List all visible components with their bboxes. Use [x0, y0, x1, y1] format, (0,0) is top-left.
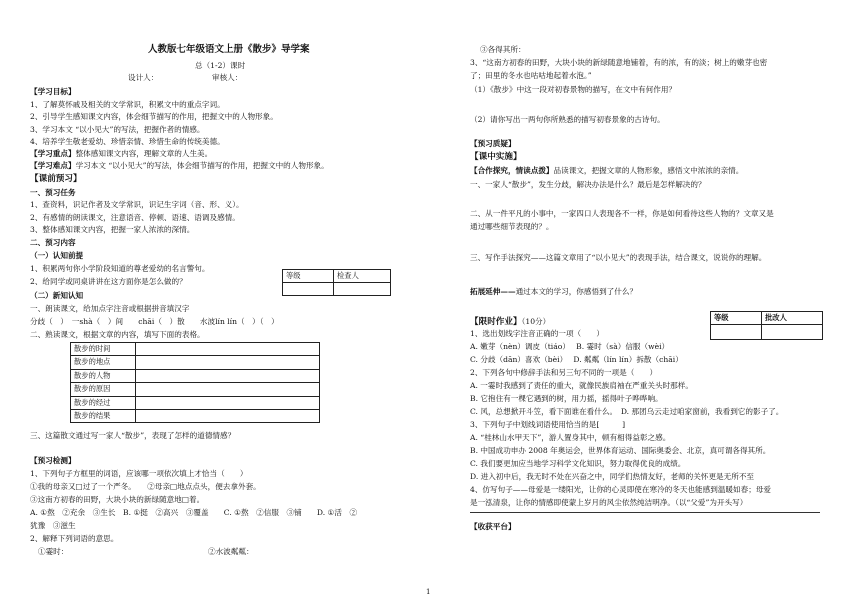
limit-option: A. “桂林山水甲天下”，游人置身其中，顿有相得益彰之感。 — [470, 433, 671, 442]
preview-heading: 【课前预习】 — [30, 174, 82, 184]
harvest-heading: 【收获平台】 — [470, 522, 516, 531]
checker-cell[interactable] — [334, 283, 391, 296]
limit-question-1: 1、选出划线字注音正确的一项（ ） — [470, 329, 604, 338]
goal-item: 1、了解莫怀戚及相关的文学常识，积累文中的重点字词。 — [30, 100, 225, 109]
pinyin-line: 分歧（ ） 一shà（ ）间 chāi（ ）散 水波lín lín（ ）（ ） — [30, 317, 279, 326]
check-question-2: 2、解释下列词语的意思。 — [30, 534, 119, 543]
table-cell-label: 散步的结果 — [71, 410, 136, 423]
difficulty-point — [30, 160, 329, 172]
question-3-sub1: （1）《散步》中这一段对初春景物的描写，在文中有何作用？ — [470, 85, 677, 94]
limit-option: B. 它抱住有一棵它遇到的树，用力摇，摇得叶子哗哗响。 — [470, 394, 663, 403]
question-3-sub2: （2）请你写出一两句你所熟悉的描写初春景象的古诗句。 — [470, 115, 665, 124]
walk-table — [70, 342, 320, 423]
goal-item: 3、学习本文 “以小见大”的写法，把握作者的情感。 — [30, 125, 205, 134]
explore-question-1: 一、一家人“散步”，发生分歧，解决办法是什么？最后是怎样解决的？ — [470, 180, 706, 189]
new-heading: （二）新知认知 — [30, 291, 84, 300]
key-point — [30, 148, 212, 160]
corrector-cell[interactable] — [762, 325, 823, 340]
preview-grade-table — [282, 269, 391, 296]
table-row — [71, 343, 320, 356]
table-row — [71, 383, 320, 396]
known-item: 2、给同学或同桌讲讲在这方面你是怎么做的？ — [30, 277, 187, 286]
extend-line — [470, 286, 637, 298]
word-item: ③各得其所： — [480, 45, 526, 54]
doubt-heading: 【预习质疑】 — [470, 139, 516, 148]
task-item: 2、有感情的朗读课文，注意语音、停顿、语速、语调及感情。 — [30, 213, 240, 222]
explore-label: 【合作探究，情读点拨】 — [470, 166, 554, 175]
difficulty-label: 【学习难点】 — [30, 161, 76, 170]
page-number: 1 — [426, 588, 431, 596]
explore-text: 品读课文，把握文章的人物形象，感悟文中浓浓的亲情。 — [553, 166, 744, 175]
word-item: ①霎时： — [38, 547, 69, 556]
table-cell-answer[interactable] — [136, 369, 320, 382]
limit-question-4: 4、仿写句子——母爱是一缕阳光，让你的心灵即使在寒冷的冬天也能感到温暖如春；母爱 — [470, 485, 771, 494]
extend-label: 拓展延伸—— — [470, 287, 516, 296]
table-cell-label: 散步的地点 — [71, 356, 136, 369]
designer-label: 设计人： — [128, 73, 159, 82]
class-heading: 【课中实施】 — [470, 152, 522, 162]
grade-cell[interactable] — [283, 283, 334, 296]
corrector-header: 批改人 — [762, 312, 823, 325]
limit-option: C. 风，总想掀开斗笠，看下面谁在看什么。 D. 那团乌云走过咱家窗前，我看到它的影子了。 — [470, 407, 784, 416]
content-heading: 二、预习内容 — [30, 238, 76, 247]
explore-question-2-cont: 通过哪些细节表现的？。 — [470, 222, 554, 231]
table-row — [71, 396, 320, 409]
difficulty-text: 学习本文 “以小见大”的写法，体会细节描写的作用，把握文中的人物形象。 — [75, 161, 329, 170]
table-row — [71, 356, 320, 369]
new-item-3: 三、这篇散文通过写一家人“散步”，表现了怎样的道德情感？ — [30, 431, 236, 440]
explore-question-2: 二、从一件平凡的小事中，一家四口人表现各不一样，你是如何看待这些人物的？文章又是 — [470, 209, 774, 218]
table-cell-answer[interactable] — [136, 410, 320, 423]
check-options-cont: 犹豫 ③滋生 — [30, 521, 76, 530]
limit-option: D. 进入初中后，我无时不处在兴奋之中，同学们热情友好，老师的关怀更是无所不至 — [470, 472, 755, 481]
key-text: 整体感知课文内容，理解文章的人生美。 — [75, 149, 213, 158]
known-heading: （一）认知前提 — [30, 251, 84, 260]
limit-question-2: 2、下列各句中修辞手法和另三句不同的一项是（ ） — [470, 368, 658, 377]
table-cell-label: 散步的原因 — [71, 383, 136, 396]
check-sentence: ①我的母亲又□过了一个严冬。 ②母亲□地点点头，便去拿外套。 — [30, 482, 261, 491]
task-heading: 一、预习任务 — [30, 188, 76, 197]
divider — [470, 512, 820, 513]
new-item-1: 一、朗读课文，给加点字注音或根据拼音填汉字 — [30, 304, 190, 313]
question-3-text-cont: 了；田里的冬水也咕咕地起着水泡。” — [470, 71, 592, 80]
limit-option: A. 嫩芽（nèn）调皮（tiáo） B. 霎时（sà）信服（wèi） — [470, 342, 670, 351]
homework-grade-table — [710, 311, 823, 340]
limit-heading-line — [470, 316, 550, 328]
word-item: ②水波粼粼： — [208, 547, 254, 556]
limit-option: C. 我们要更加应当地学习科学文化知识，努力取得优良的成绩。 — [470, 459, 686, 468]
extend-text: 通过本文的学习，你感悟到了什么？ — [515, 287, 638, 296]
check-question-1: 1、下列句子方框里的词语，应该哪一项依次填上才恰当（ ） — [30, 469, 248, 478]
limit-heading: 【限时作业】 — [470, 317, 522, 327]
reviewer-label: 审核人： — [212, 73, 243, 82]
explore-line — [470, 165, 743, 177]
document-title: 人教版七年级语文上册《散步》导学案 — [148, 44, 310, 55]
table-cell-label: 散步的时间 — [71, 343, 136, 356]
table-cell-answer[interactable] — [136, 396, 320, 409]
limit-option: C. 分歧（dān）喜欢（bèi） D. 粼粼（lín lín）拆散（chāi） — [470, 355, 683, 364]
limit-question-3: 3、下列句子中划线词语使用恰当的是[ ] — [470, 420, 626, 429]
table-row — [71, 369, 320, 382]
table-cell-answer[interactable] — [136, 356, 320, 369]
session-count: 总（1-2）课时 — [195, 61, 246, 70]
table-cell-answer[interactable] — [136, 343, 320, 356]
grade-header: 等级 — [711, 312, 762, 325]
goals-heading: 【学习目标】 — [30, 87, 76, 96]
goal-item: 4、培养学生敬老爱幼、珍惜亲情、珍惜生命的传统美德。 — [30, 137, 225, 146]
table-cell-label: 散步的人物 — [71, 369, 136, 382]
goal-item: 2、引导学生感知课文内容，体会细节描写的作用，把握文中的人物形象。 — [30, 112, 278, 121]
check-heading: 【预习检测】 — [30, 456, 76, 465]
known-item: 1、积累两句你小学阶段知道的尊老爱幼的名言警句。 — [30, 264, 210, 273]
limit-score: （10分） — [521, 317, 551, 326]
limit-option: B. 中国成功申办 2008 年奥运会，世界体育运动、国际奥委会、北京，真可谓各得其所。 — [470, 446, 771, 455]
table-cell-answer[interactable] — [136, 383, 320, 396]
limit-question-4-cont: 是一泓清泉，让你的情感即使蒙上岁月的风尘依然纯洁明净。（以“父爱”为开头写） — [470, 498, 748, 507]
grade-header: 等级 — [283, 270, 334, 283]
question-3-text: 3、“这南方初春的田野，大块小块的新绿随意地铺着，有的浓，有的淡；树上的嫩芽也密 — [470, 58, 768, 67]
check-options: A. ①熬 ②充余 ③生长 B. ①挺 ②高兴 ③覆盖 C. ①熬 ②信服 ③铺 D. ①活 ② — [30, 508, 358, 517]
grade-cell[interactable] — [711, 325, 762, 340]
key-label: 【学习重点】 — [30, 149, 76, 158]
checker-header: 检查人 — [334, 270, 391, 283]
task-item: 1、查资料，识记作者及文学常识，识记生字词（音、形、义）。 — [30, 200, 244, 209]
new-item-2: 二、熟读课文，根据文章的内容，填写下面的表格。 — [30, 330, 205, 339]
limit-option: A. 一霎时我感到了责任的重大，就像民族肩袖在严重关头时那样。 — [470, 381, 693, 390]
explore-question-3: 三、写作手法探究——这篇文章用了“以小见大”的表现手法，结合课文，说说你的理解。 — [470, 253, 767, 262]
task-item: 3、整体感知课文内容，把握一家人浓浓的深情。 — [30, 225, 195, 234]
table-cell-label: 散步的经过 — [71, 396, 136, 409]
table-row — [71, 410, 320, 423]
check-sentence: ③这南方初春的田野，大块小块的新绿随意地□着。 — [30, 495, 205, 504]
